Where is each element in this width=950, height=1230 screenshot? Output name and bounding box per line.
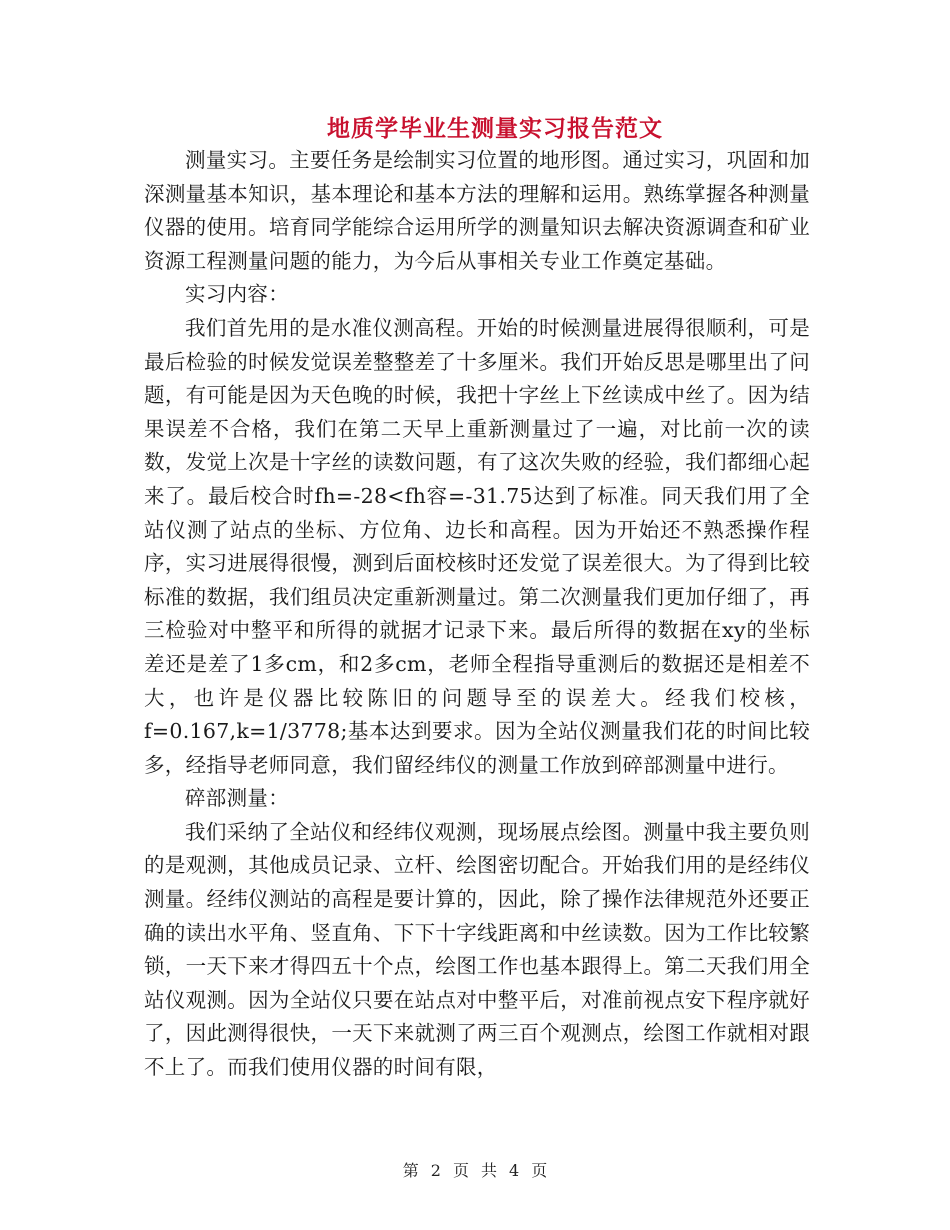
section-heading-detail-survey: 碎部测量： — [185, 786, 289, 811]
footer-total-word: 共 — [481, 1161, 498, 1180]
page-total: 4 — [509, 1161, 520, 1180]
page-number: 2 — [430, 1161, 441, 1180]
paragraph-intro: 测量实习。主要任务是绘制实习位置的地形图。通过实习，巩固和加深测量基本知识，基本理论和基本方法的理解和运用。熟练掌握各种测量仪器的使用。培育同学能综合运用所学的测量知识去解决资源调查和矿业资源工程测量问题的能力，为今后从事相关专业工作奠定基础。 — [144, 148, 810, 273]
document-title: 地质学毕业生测量实习报告范文 — [327, 115, 663, 142]
footer-prefix: 第 — [402, 1161, 419, 1180]
section-heading-content: 实习内容： — [185, 282, 289, 307]
document-body — [144, 144, 810, 1085]
paragraph-leveling: 我们首先用的是水准仪测高程。开始的时候测量进展得很顺利，可是最后检验的时候发觉误差整整差了十多厘米。我们开始反思是哪里出了问题，有可能是因为天色晚的时候，我把十字丝上下丝读成中丝了。因为结果误差不合格，我们在第二天早上重新测量过了一遍，对比前一次的读数，发觉上次是十字丝的读数问题，有了这次失败的经验，我们都细心起来了。最后校合时fh=-28<fh容=-31.75达到了标准。同天我们用了全站仪测了站点的坐标、方位角、边长和高程。因为开始还不熟悉操作程序，实习进展得很慢，测到后面校核时还发觉了误差很大。为了得到比较标准的数据，我们组员决定重新测量过。第二次测量我们更加仔细了，再三检验对中整平和所得的就据才记录下来。最后所得的数据在xy的坐标差还是差了1多cm，和2多cm，老师全程指导重测后的数据还是相差不大，也许是仪器比较陈旧的问题导至的误差大。经我们校核，f=0.167,k=1/3778;基本达到要求。因为全站仪测量我们花的时间比较多，经指导老师同意，我们留经纬仪的测量工作放到碎部测量中进行。 — [144, 315, 810, 777]
page-footer — [0, 1158, 950, 1181]
footer-page-word: 页 — [452, 1161, 469, 1180]
paragraph-detail-survey: 我们采纳了全站仪和经纬仪观测，现场展点绘图。测量中我主要负则的是观测，其他成员记录、立杆、绘图密切配合。开始我们用的是经纬仪测量。经纬仪测站的高程是要计算的，因此，除了操作法律规范外还要正确的读出水平角、竖直角、下下十字线距离和中丝读数。因为工作比较繁锁，一天下来才得四五十个点，绘图工作也基本跟得上。第二天我们用全站仪观测。因为全站仪只要在站点对中整平后，对准前视点安下程序就好了，因此测得很快，一天下来就测了两三百个观测点，绘图工作就相对跟不上了。而我们使用仪器的时间有限， — [144, 819, 810, 1080]
footer-suffix: 页 — [531, 1161, 548, 1180]
